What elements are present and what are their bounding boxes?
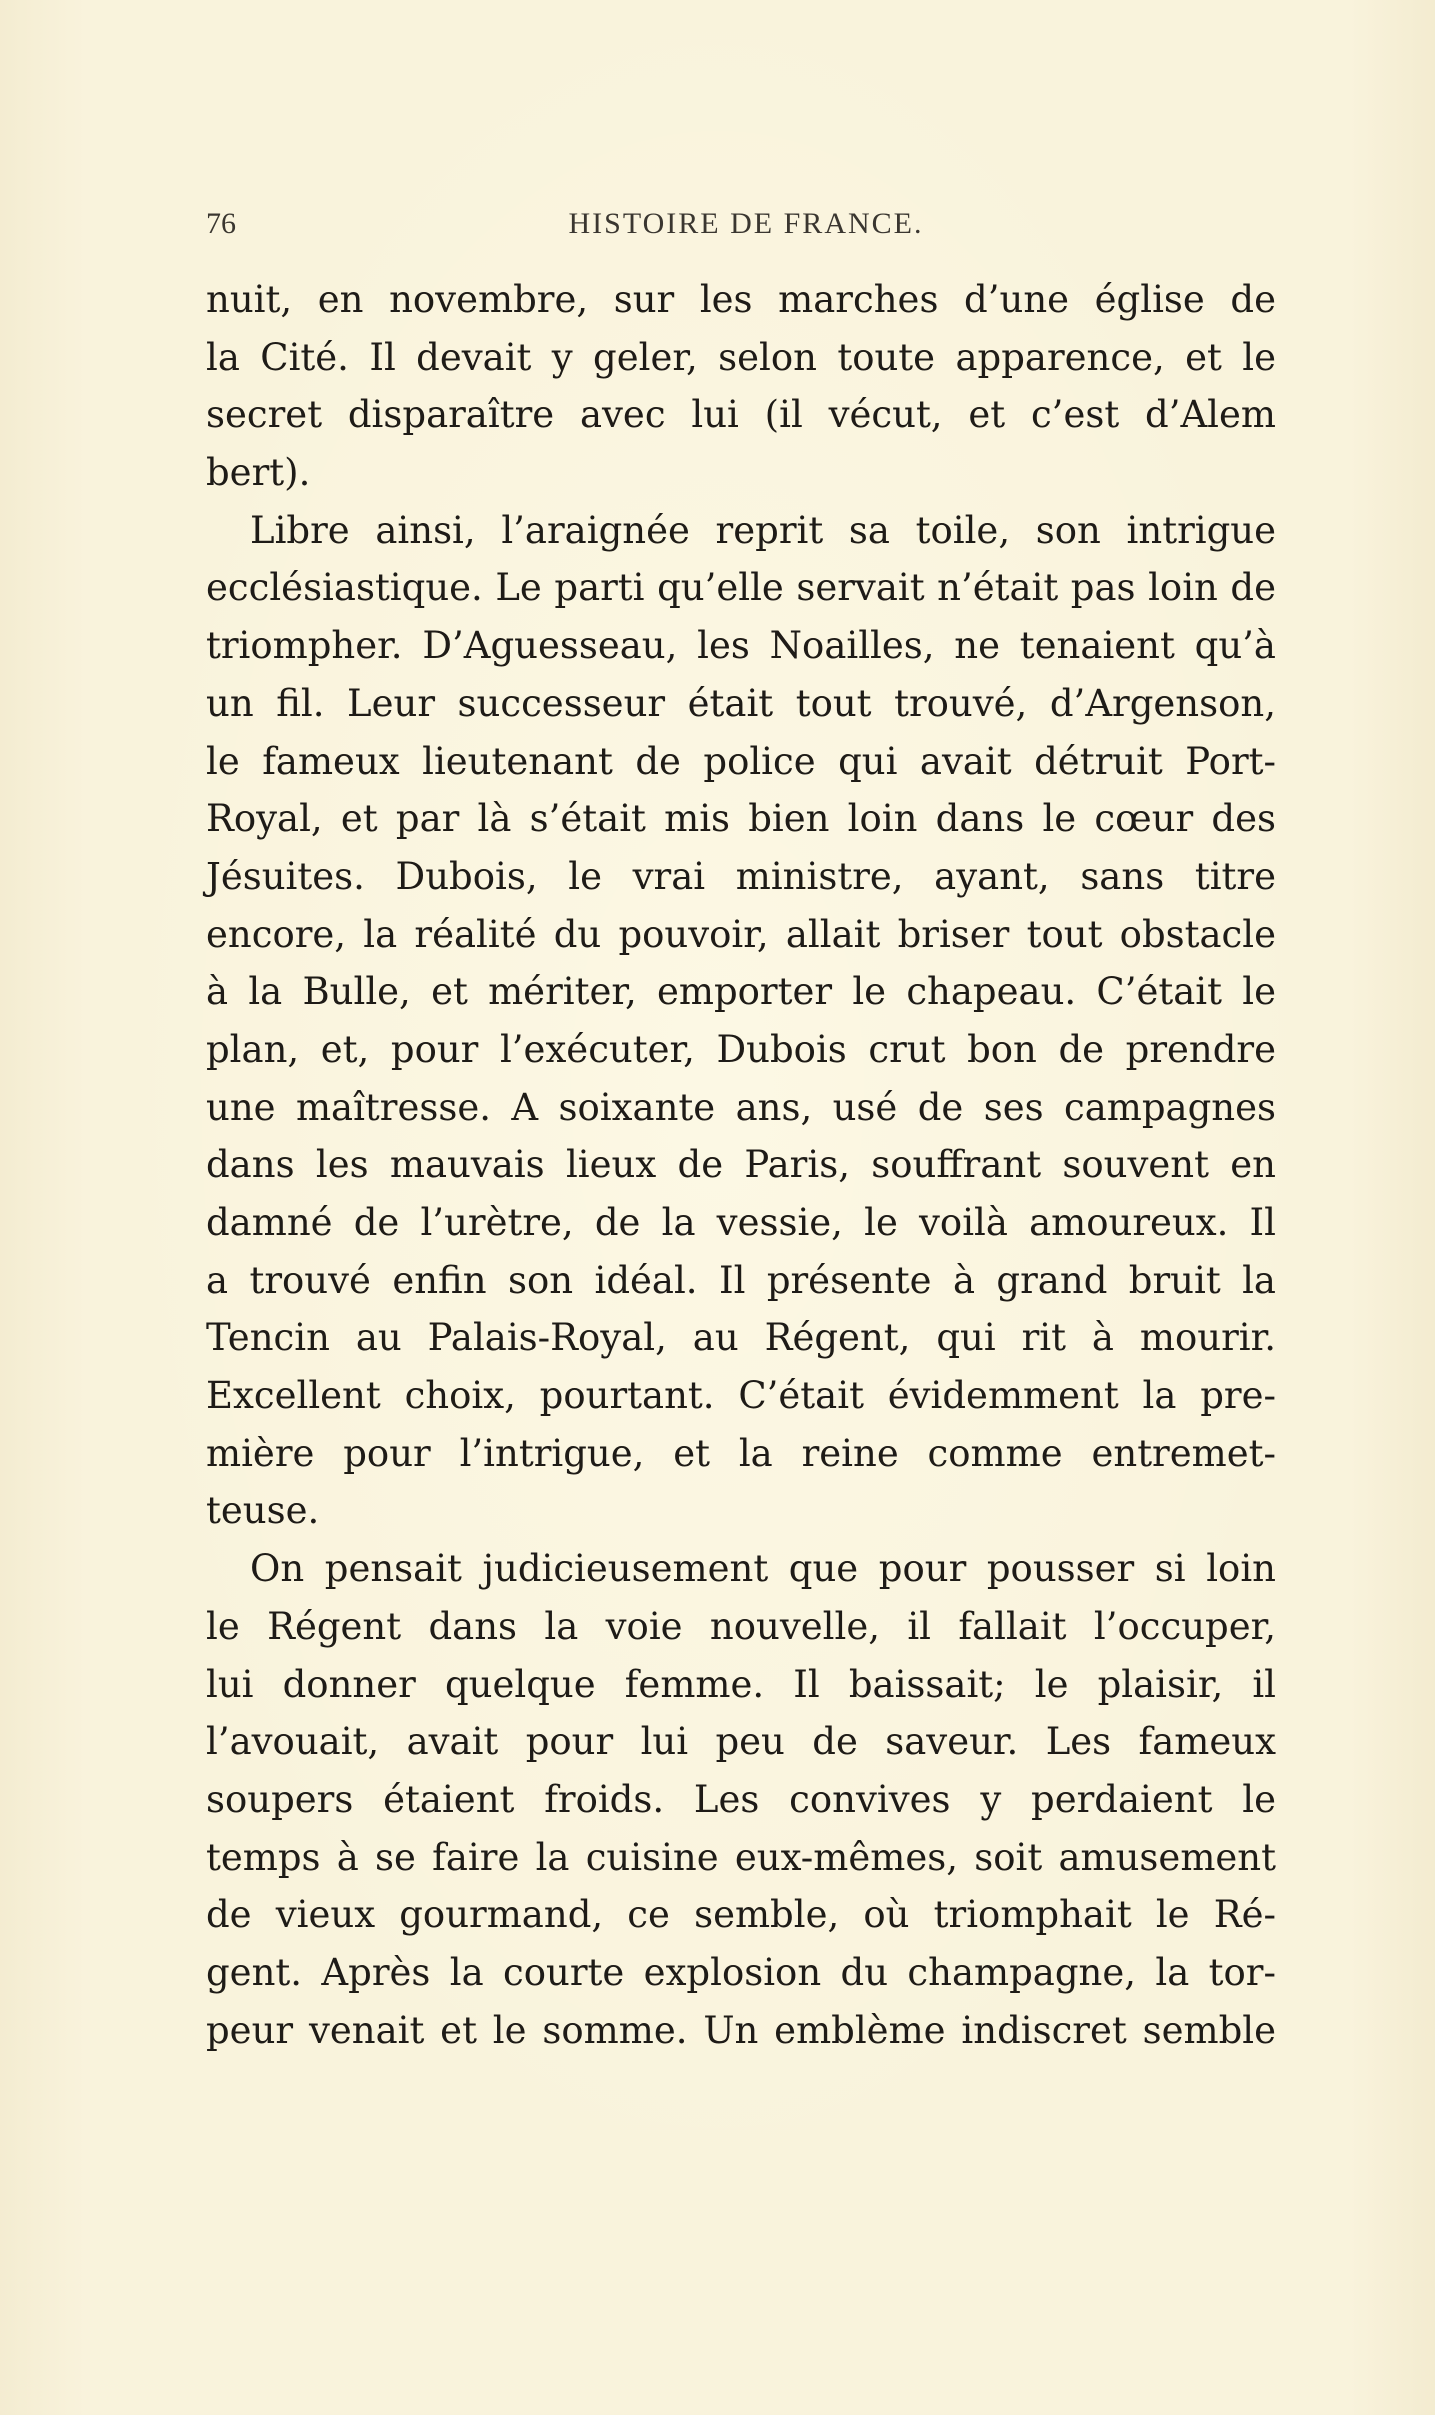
text-line: encore, la réalité du pouvoir, allait briser tout obstacle — [206, 912, 1276, 956]
text-line: ecclésiastique. Le parti qu’elle servait n’était pas loin de — [206, 566, 1276, 610]
text-line: Tencin au Palais-Royal, au Régent, qui rit à mourir. — [206, 1316, 1276, 1360]
text-line: la Cité. Il devait y geler, selon toute apparence, et le — [206, 335, 1276, 379]
text-line: damné de l’urètre, de la vessie, le voilà amoureux. Il — [206, 1201, 1276, 1244]
text-line: de vieux gourmand, ce semble, où triomphait le Ré- — [206, 1893, 1276, 1937]
text-line: une maîtresse. A soixante ans, usé de ses campagnes — [206, 1085, 1276, 1129]
text-line: teuse. — [206, 1489, 320, 1533]
text-line: le Régent dans la voie nouvelle, il fallait l’occuper, — [206, 1604, 1276, 1648]
running-title: HISTOIRE DE FRANCE. — [568, 207, 924, 240]
text-line: l’avouait, avait pour lui peu de saveur. Les fameux — [206, 1720, 1276, 1764]
text-line: a trouvé enfin son idéal. Il présente à grand bruit la — [206, 1258, 1276, 1302]
body-text — [206, 271, 1276, 2059]
text-line: triompher. D’Aguesseau, les Noailles, ne tenaient qu’à — [206, 624, 1276, 668]
text-line: le fameux lieutenant de police qui avait détruit Port- — [206, 739, 1276, 783]
text-line: peur venait et le somme. Un emblème indiscret semble — [206, 2008, 1276, 2052]
text-line: à la Bulle, et mériter, emporter le chapeau. C’était le — [206, 970, 1276, 1014]
page-number: 76 — [206, 207, 236, 240]
text-line: dans les mauvais lieux de Paris, souffrant souvent en — [206, 1143, 1276, 1187]
text-line: bert). — [206, 451, 311, 495]
text-line: lui donner quelque femme. Il baissait; le plaisir, il — [206, 1662, 1276, 1706]
text-line: temps à se faire la cuisine eux-mêmes, soit amusement — [206, 1835, 1276, 1879]
text-line: Libre ainsi, l’araignée reprit sa toile, son intrigue — [250, 508, 1276, 552]
text-line: secret disparaître avec lui (il vécut, et c’est d’Alem — [206, 393, 1276, 437]
text-line: Jésuites. Dubois, le vrai ministre, ayant, sans titre — [206, 854, 1276, 898]
text-line: Excellent choix, pourtant. C’était évidemment la pre- — [206, 1374, 1276, 1418]
page-header — [206, 207, 1286, 249]
text-line: gent. Après la courte explosion du champagne, la tor- — [206, 1950, 1276, 1994]
text-line: mière pour l’intrigue, et la reine comme entremet- — [206, 1431, 1276, 1475]
text-line: soupers étaient froids. Les convives y perdaient le — [206, 1777, 1276, 1821]
text-line: On pensait judicieusement que pour pousser si loin — [250, 1547, 1276, 1591]
text-line: Royal, et par là s’était mis bien loin dans le cœur des — [206, 797, 1276, 841]
text-line: nuit, en novembre, sur les marches d’une église de — [206, 278, 1276, 321]
text-line: un fil. Leur successeur était tout trouvé, d’Argenson, — [206, 681, 1276, 725]
text-line: plan, et, pour l’exécuter, Dubois crut bon de prendre — [206, 1027, 1276, 1071]
